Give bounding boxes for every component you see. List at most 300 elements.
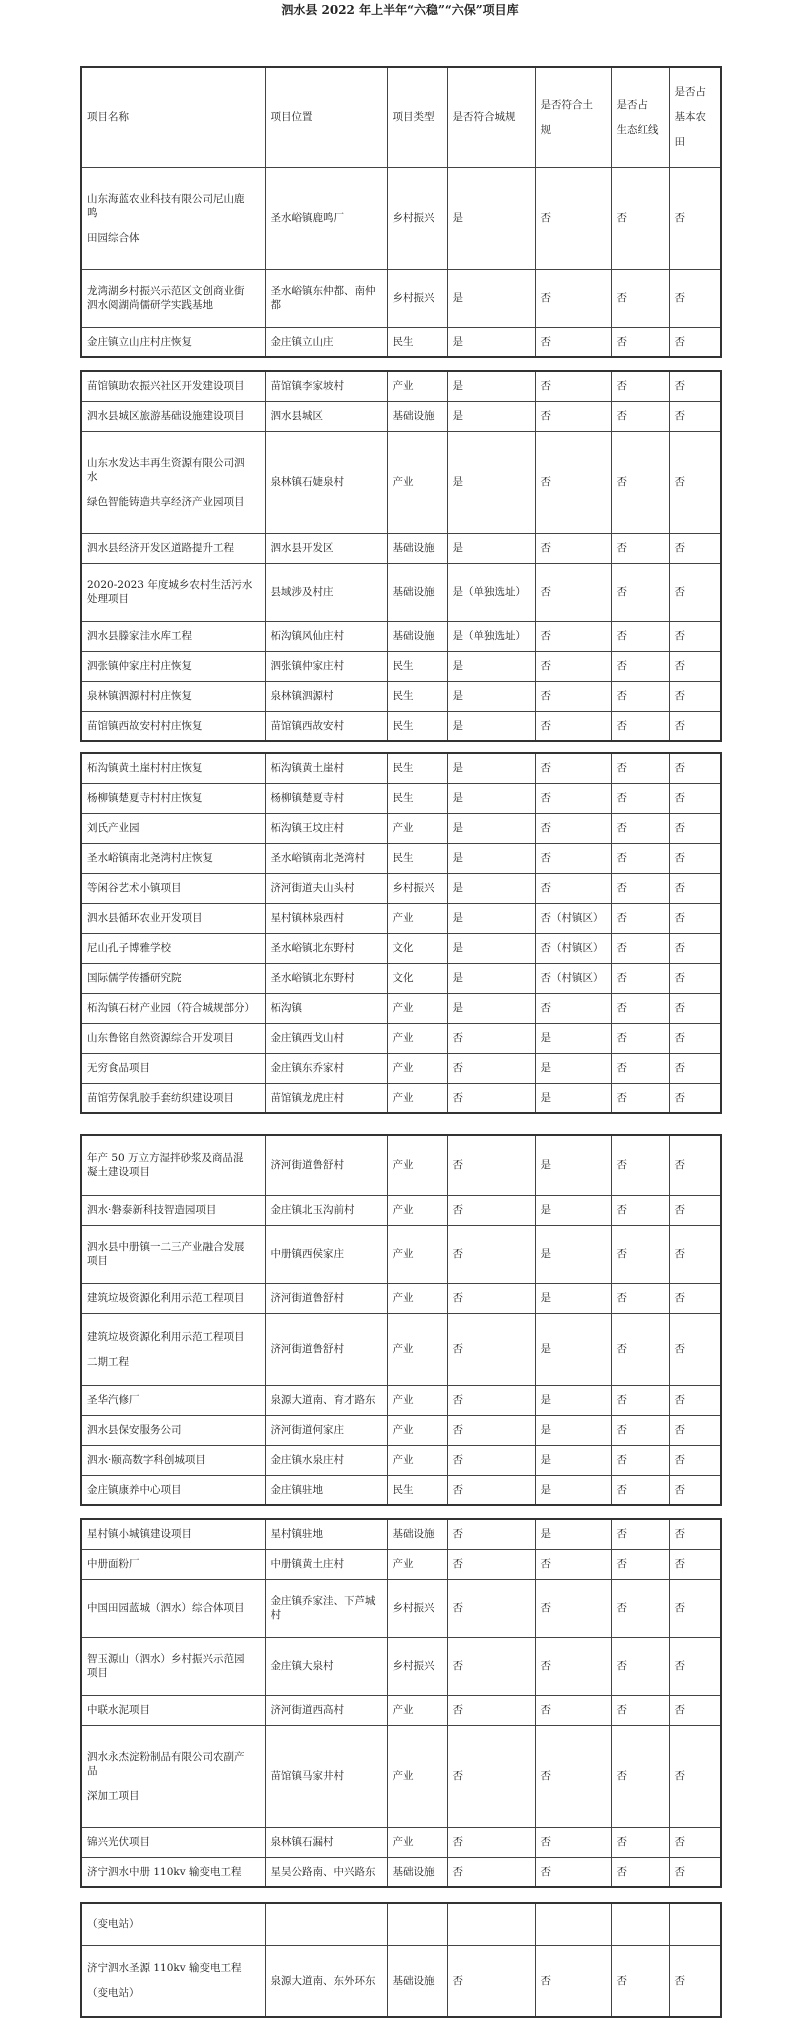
cell-line: 尼山孔子博雅学校 — [87, 942, 171, 954]
cell-line: 年产 50 万立方湿拌砂浆及商品混 — [87, 1152, 244, 1165]
table-row — [81, 1725, 721, 1827]
cell-line: 泉林镇泗源村 — [270, 690, 334, 702]
location-cell — [265, 167, 387, 269]
cell-line: 是否符合土 — [540, 98, 593, 111]
cell-line: 建筑垃圾资源化利用示范工程项目 — [87, 1292, 245, 1304]
land-plan-cell — [535, 167, 611, 269]
city-plan-cell — [447, 873, 535, 903]
land-plan-cell — [535, 783, 611, 813]
eco-redline-cell — [611, 1445, 669, 1475]
cell-line: 产业 — [392, 1204, 414, 1216]
cell-line: 否 — [452, 1292, 463, 1304]
project-name-cell — [81, 1445, 265, 1475]
table-row — [81, 1579, 721, 1637]
land-plan-cell — [535, 1725, 611, 1827]
cell-line: 是 — [540, 1424, 551, 1436]
table-row — [81, 813, 721, 843]
cell-line: 否 — [616, 1974, 627, 1987]
city-plan-cell — [447, 1053, 535, 1083]
city-plan-cell — [447, 933, 535, 963]
table-section — [80, 1134, 722, 1506]
cell-line: 项目 — [87, 1255, 108, 1267]
project-name-cell — [81, 1695, 265, 1725]
cell-line: 否 — [452, 1558, 463, 1570]
project-name-cell — [81, 1519, 265, 1549]
cell-line: 产业 — [392, 1394, 414, 1406]
cell-line: 否 — [674, 1159, 685, 1172]
cell-line: 济河街道鲁舒村 — [270, 1343, 344, 1355]
table-row — [81, 1313, 721, 1385]
cell-line: 龙湾湖乡村振兴示范区文创商业街 — [87, 285, 245, 297]
cell-line: 乡村振兴 — [392, 1660, 435, 1672]
project-name-cell — [81, 1857, 265, 1887]
type-cell — [387, 963, 447, 993]
land-plan-cell — [535, 813, 611, 843]
cell-line: 乡村振兴 — [392, 292, 435, 304]
location-cell — [265, 813, 387, 843]
farmland-cell — [669, 813, 721, 843]
table-row — [81, 1857, 721, 1887]
land-plan-cell — [535, 1945, 611, 2017]
land-plan-cell — [535, 1549, 611, 1579]
table-row — [81, 651, 721, 681]
cell-line: 圣水峪镇南北尧湾村 — [270, 852, 365, 864]
type-cell — [387, 1415, 447, 1445]
cell-line: 否 — [674, 1032, 685, 1044]
cell-line: 否 — [616, 410, 627, 422]
city-plan-cell — [447, 711, 535, 741]
cell-line: 否 — [540, 792, 551, 804]
farmland-cell — [669, 963, 721, 993]
cell-line: 否 — [616, 1602, 627, 1614]
cell-line: 否 — [452, 1836, 463, 1848]
farmland-cell — [669, 711, 721, 741]
cell-line: 是 — [452, 852, 463, 864]
cell-line: 泉源大道南、育才路东 — [270, 1394, 376, 1406]
land-plan-cell — [535, 1225, 611, 1283]
city-plan-cell — [447, 843, 535, 873]
eco-redline-cell — [611, 1225, 669, 1283]
cell-line: 国际儒学传播研究院 — [87, 972, 182, 984]
land-plan-cell — [535, 993, 611, 1023]
eco-redline-cell — [611, 1385, 669, 1415]
eco-redline-cell — [611, 1857, 669, 1887]
location-cell — [265, 933, 387, 963]
cell-line: 金庄镇康养中心项目 — [87, 1483, 182, 1496]
location-cell — [265, 1637, 387, 1695]
cell-line: 否 — [674, 882, 685, 894]
farmland-cell — [669, 1083, 721, 1113]
city-plan-cell — [447, 993, 535, 1023]
cell-line: 否 — [452, 1660, 463, 1672]
table-row — [81, 681, 721, 711]
cell-line — [675, 124, 716, 135]
cell-line: 是 — [452, 292, 463, 304]
cell-line: 是（单独选址） — [452, 630, 526, 642]
cell-line: 否 — [540, 586, 551, 598]
type-cell — [387, 401, 447, 431]
cell-line: 否 — [540, 852, 551, 864]
type-cell — [387, 1579, 447, 1637]
cell-line: 泗水县开发区 — [270, 542, 334, 554]
city-plan-cell — [447, 753, 535, 783]
type-cell — [387, 1695, 447, 1725]
project-name-cell — [81, 1225, 265, 1283]
cell-line: 山东海蓝农业科技有限公司尼山鹿 — [87, 192, 245, 205]
location-cell — [265, 533, 387, 563]
cell-line: 否 — [674, 942, 685, 954]
project-name-cell — [81, 873, 265, 903]
cell-line: 乡村振兴 — [392, 1602, 435, 1614]
cell-line: 项目名称 — [87, 111, 129, 124]
cell-line: 是 — [452, 476, 463, 488]
farmland-cell — [669, 269, 721, 327]
cell-line: 基础设施 — [392, 542, 435, 554]
location-cell — [265, 783, 387, 813]
cell-line: 否 — [674, 380, 685, 393]
type-cell — [387, 933, 447, 963]
cell-line: 产业 — [392, 1770, 414, 1782]
eco-redline-cell — [611, 1549, 669, 1579]
table-row — [81, 621, 721, 651]
city-plan-cell — [447, 269, 535, 327]
table-row — [81, 1637, 721, 1695]
eco-redline-cell — [611, 371, 669, 401]
cell-line: 否 — [452, 1704, 463, 1716]
farmland-cell — [669, 1637, 721, 1695]
type-cell — [387, 1225, 447, 1283]
location-cell — [265, 903, 387, 933]
table-section — [80, 66, 722, 358]
land-plan-cell — [535, 621, 611, 651]
cell-line: 是 — [540, 1248, 551, 1260]
cell-line: 金庄镇北玉沟前村 — [270, 1204, 355, 1216]
cell-line: 否 — [540, 690, 551, 702]
cell-line: 民生 — [392, 1483, 414, 1496]
city-plan-cell — [447, 533, 535, 563]
cell-line: 否 — [674, 912, 685, 924]
cell-line: 否 — [674, 212, 685, 224]
table-row — [81, 1023, 721, 1053]
type-cell — [387, 813, 447, 843]
cell-line: 金庄镇水泉庄村 — [270, 1454, 344, 1466]
cell-line: 2020-2023 年度城乡农村生活污水 — [87, 579, 253, 591]
location-cell — [265, 67, 387, 167]
farmland-cell — [669, 431, 721, 533]
cell-line: 否 — [540, 1558, 551, 1570]
cell-line: 中国田园蓝城（泗水）综合体项目 — [87, 1602, 245, 1614]
eco-redline-cell — [611, 1579, 669, 1637]
project-name-cell — [81, 167, 265, 269]
cell-line: 处理项目 — [87, 593, 129, 605]
cell-line: 否 — [674, 410, 685, 422]
farmland-cell — [669, 783, 721, 813]
cell-line: 否 — [616, 1770, 627, 1782]
land-plan-cell — [535, 1695, 611, 1725]
location-cell — [265, 431, 387, 533]
farmland-cell — [669, 843, 721, 873]
location-cell — [265, 1519, 387, 1549]
project-name-cell — [81, 783, 265, 813]
cell-line: 否 — [540, 1836, 551, 1848]
project-name-cell — [81, 533, 265, 563]
location-cell — [265, 651, 387, 681]
cell-line: 产业 — [392, 1836, 414, 1848]
table-row — [81, 1519, 721, 1549]
table-row — [81, 1945, 721, 2017]
cell-line: 项目位置 — [270, 111, 313, 124]
cell-line: 否 — [674, 1062, 685, 1074]
cell-line — [541, 1919, 606, 1930]
project-name-cell — [81, 1945, 265, 2017]
cell-line: 否 — [616, 719, 627, 732]
project-name-cell — [81, 1725, 265, 1827]
cell-line: 济宁泗水圣源 110kv 输变电工程 — [87, 1962, 242, 1975]
cell-line: 否 — [616, 882, 627, 894]
project-name-cell — [81, 1579, 265, 1637]
cell-line: 否 — [616, 586, 627, 598]
farmland-cell — [669, 1475, 721, 1505]
cell-line: 刘氏产业园 — [87, 822, 140, 834]
cell-line: 是否符合城规 — [452, 111, 516, 124]
table-row — [81, 783, 721, 813]
cell-line: 否（村镇区） — [540, 942, 604, 954]
cell-line: 基础设施 — [392, 1528, 435, 1541]
city-plan-cell — [447, 67, 535, 167]
location-cell — [265, 753, 387, 783]
cell-line: 否 — [674, 1248, 685, 1260]
cell-line: 济河街道西高村 — [270, 1704, 344, 1716]
eco-redline-cell — [611, 783, 669, 813]
location-cell — [265, 681, 387, 711]
land-plan-cell — [535, 873, 611, 903]
cell-line — [617, 1919, 664, 1930]
table-row — [81, 993, 721, 1023]
cell-line: 杨柳镇楚夏寺村 — [270, 792, 344, 804]
cell-line: 否 — [674, 719, 685, 732]
location-cell — [265, 963, 387, 993]
location-cell — [265, 1579, 387, 1637]
eco-redline-cell — [611, 963, 669, 993]
cell-line: 是 — [540, 1292, 551, 1304]
cell-line: 是 — [540, 1204, 551, 1216]
cell-line: 是 — [540, 1343, 551, 1355]
cell-line: 否 — [452, 1394, 463, 1406]
eco-redline-cell — [611, 681, 669, 711]
type-cell — [387, 1637, 447, 1695]
land-plan-cell — [535, 963, 611, 993]
cell-line: 否 — [540, 1002, 551, 1014]
eco-redline-cell — [611, 873, 669, 903]
cell-line: 否 — [616, 630, 627, 642]
city-plan-cell — [447, 371, 535, 401]
farmland-cell — [669, 1225, 721, 1283]
cell-line: 否 — [540, 762, 551, 775]
farmland-cell — [669, 1725, 721, 1827]
project-name-cell — [81, 1475, 265, 1505]
location-cell — [265, 1225, 387, 1283]
cell-line: 县域涉及村庄 — [270, 586, 334, 598]
land-plan-cell — [535, 67, 611, 167]
cell-line: 产业 — [392, 1248, 414, 1260]
cell-line: （变电站） — [87, 1918, 140, 1931]
cell-line: 是 — [452, 882, 463, 894]
city-plan-cell — [447, 651, 535, 681]
cell-line: 否 — [616, 1865, 627, 1878]
cell-line: 项目 — [87, 1667, 108, 1679]
project-name-cell — [81, 1549, 265, 1579]
cell-line: 是 — [452, 380, 463, 393]
cell-line: 是 — [540, 1091, 551, 1104]
cell-line: 否 — [674, 1292, 685, 1304]
cell-line: 金庄镇驻地 — [270, 1483, 323, 1496]
type-cell — [387, 1083, 447, 1113]
cell-line: 中册面粉厂 — [87, 1558, 140, 1570]
table-row — [81, 1903, 721, 1945]
land-plan-cell — [535, 933, 611, 963]
farmland-cell — [669, 1549, 721, 1579]
cell-line: 否 — [616, 690, 627, 702]
cell-line: 否 — [674, 1343, 685, 1355]
farmland-cell — [669, 1945, 721, 2017]
eco-redline-cell — [611, 1725, 669, 1827]
cell-line: 产业 — [392, 380, 414, 393]
eco-redline-cell — [611, 167, 669, 269]
eco-redline-cell — [611, 651, 669, 681]
cell-line: 基础设施 — [392, 410, 435, 422]
cell-line: 否 — [540, 1602, 551, 1614]
cell-line: 无穷食品项目 — [87, 1062, 150, 1074]
farmland-cell — [669, 167, 721, 269]
eco-redline-cell — [611, 533, 669, 563]
cell-line: 否 — [540, 410, 551, 422]
header-row — [81, 67, 721, 167]
city-plan-cell — [447, 621, 535, 651]
farmland-cell — [669, 1415, 721, 1445]
farmland-cell — [669, 933, 721, 963]
location-cell — [265, 563, 387, 621]
cell-line: 中册镇西侯家庄 — [270, 1248, 344, 1260]
cell-line: 是 — [540, 1483, 551, 1496]
table-row — [81, 269, 721, 327]
cell-line: 泗水·颐高数字科创城项目 — [87, 1454, 206, 1466]
cell-line: 否 — [616, 542, 627, 554]
cell-line: 否 — [674, 476, 685, 488]
eco-redline-cell — [611, 621, 669, 651]
project-name-cell — [81, 711, 265, 741]
project-name-cell — [81, 843, 265, 873]
city-plan-cell — [447, 1313, 535, 1385]
cell-line: 否 — [674, 852, 685, 864]
cell-line — [541, 112, 606, 123]
cell-line: 否 — [674, 792, 685, 804]
cell-line: 民生 — [392, 719, 414, 732]
cell-line: 凝土建设项目 — [87, 1166, 150, 1179]
cell-line: 否 — [616, 1032, 627, 1044]
cell-line: 星吴公路南、中兴路东 — [270, 1865, 376, 1878]
eco-redline-cell — [611, 1827, 669, 1857]
cell-line: 否 — [616, 1483, 627, 1496]
cell-line: 金庄镇大泉村 — [270, 1660, 334, 1672]
cell-line: 否 — [540, 1770, 551, 1782]
type-cell — [387, 371, 447, 401]
cell-line: 产业 — [392, 1424, 414, 1436]
table-row — [81, 933, 721, 963]
cell-line: 泗水县保安服务公司 — [87, 1424, 182, 1436]
city-plan-cell — [447, 1195, 535, 1225]
city-plan-cell — [447, 327, 535, 357]
cell-line: 济河街道鲁舒村 — [270, 1159, 344, 1172]
cell-line: 是 — [452, 1002, 463, 1014]
cell-line: 否 — [540, 630, 551, 642]
cell-line: 是 — [540, 1528, 551, 1541]
land-plan-cell — [535, 843, 611, 873]
cell-line: 否 — [616, 792, 627, 804]
cell-line: 民生 — [392, 852, 414, 864]
cell-line: 产业 — [392, 1558, 414, 1570]
cell-line: 泉林镇泗源村村庄恢复 — [87, 690, 192, 702]
farmland-cell — [669, 1385, 721, 1415]
cell-line: 产业 — [392, 1002, 414, 1014]
cell-line: 否 — [674, 542, 685, 554]
cell-line — [87, 1344, 260, 1355]
cell-line: 柘沟镇黄土崖村村庄恢复 — [87, 762, 203, 775]
cell-line: 否 — [674, 630, 685, 642]
cell-line: 否 — [540, 212, 551, 224]
project-name-cell — [81, 1385, 265, 1415]
location-cell — [265, 843, 387, 873]
cell-line: 泗水县循环农业开发项目 — [87, 912, 203, 924]
city-plan-cell — [447, 903, 535, 933]
table-row — [81, 563, 721, 621]
cell-line: 苗馆镇西故安村 — [270, 719, 344, 732]
cell-line: 否（村镇区） — [540, 972, 604, 984]
type-cell — [387, 651, 447, 681]
location-cell — [265, 1445, 387, 1475]
cell-line — [675, 1919, 716, 1930]
project-name-cell — [81, 1903, 265, 1945]
cell-line: 否 — [540, 292, 551, 304]
farmland-cell — [669, 1519, 721, 1549]
city-plan-cell — [447, 783, 535, 813]
eco-redline-cell — [611, 401, 669, 431]
table-row — [81, 843, 721, 873]
table-row — [81, 327, 721, 357]
cell-line: 否 — [674, 1394, 685, 1406]
cell-line: 否 — [452, 1032, 463, 1044]
eco-redline-cell — [611, 431, 669, 533]
cell-line: 柘沟镇黄土崖村 — [270, 762, 344, 775]
cell-line: 否 — [452, 1062, 463, 1074]
city-plan-cell — [447, 1827, 535, 1857]
cell-line: 否 — [452, 1454, 463, 1466]
cell-line: 建筑垃圾资源化利用示范工程项目 — [87, 1330, 245, 1343]
type-cell — [387, 167, 447, 269]
eco-redline-cell — [611, 1903, 669, 1945]
type-cell — [387, 1053, 447, 1083]
cell-line: 项目类型 — [392, 111, 435, 124]
cell-line: 是 — [452, 822, 463, 834]
table-section — [80, 752, 722, 1114]
cell-line: 泗水·磐泰新科技智造园项目 — [87, 1204, 217, 1216]
cell-line: 否 — [616, 762, 627, 775]
cell-line: 产业 — [392, 1454, 414, 1466]
type-cell — [387, 1903, 447, 1945]
land-plan-cell — [535, 1135, 611, 1195]
type-cell — [387, 1023, 447, 1053]
cell-line: 基本农 — [674, 111, 706, 124]
cell-line: 苗馆镇李家坡村 — [270, 380, 344, 393]
